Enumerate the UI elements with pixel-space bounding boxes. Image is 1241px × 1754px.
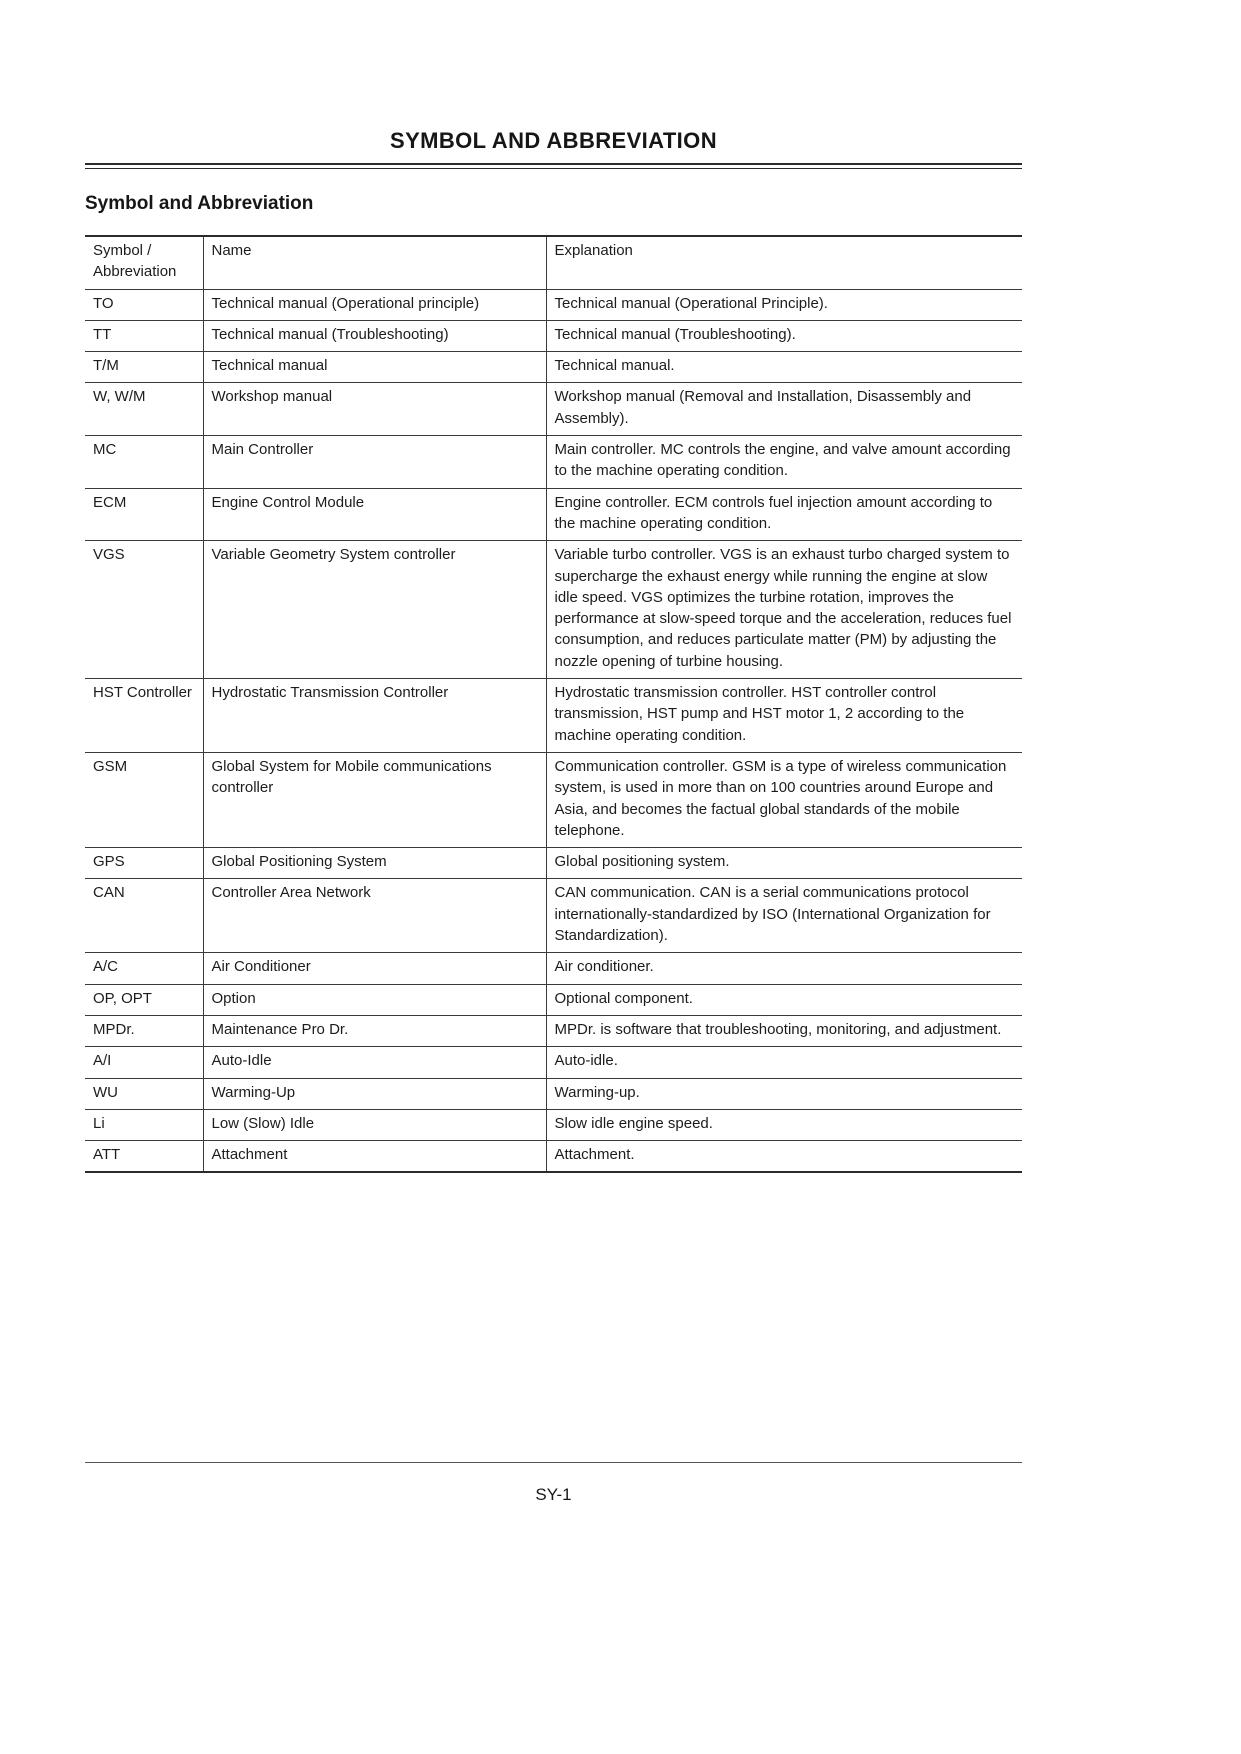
explanation-cell: Optional component. (546, 984, 1022, 1015)
symbol-cell: MPDr. (85, 1015, 203, 1046)
explanation-cell: CAN communication. CAN is a serial communications protocol internationally-standardized by ISO (International Organization for Standardization). (546, 879, 1022, 953)
page-header (85, 0, 1022, 169)
footer-divider (85, 1462, 1022, 1463)
table-row (85, 1015, 1022, 1046)
symbol-cell: A/I (85, 1047, 203, 1078)
abbreviation-table (85, 235, 1022, 1173)
symbol-cell: Li (85, 1109, 203, 1140)
header-explanation: Explanation (546, 236, 1022, 289)
explanation-cell: Technical manual. (546, 352, 1022, 383)
name-cell: Global System for Mobile communications controller (203, 752, 546, 847)
title-divider (85, 163, 1022, 169)
explanation-cell: Technical manual (Operational Principle). (546, 289, 1022, 320)
explanation-cell: Hydrostatic transmission controller. HST controller control transmission, HST pump and HST motor 1, 2 according to the machine operating condition. (546, 679, 1022, 753)
name-cell: Technical manual (Troubleshooting) (203, 320, 546, 351)
name-cell: Technical manual (203, 352, 546, 383)
name-cell: Variable Geometry System controller (203, 541, 546, 679)
name-cell: Global Positioning System (203, 848, 546, 879)
name-cell: Workshop manual (203, 383, 546, 436)
explanation-cell: Slow idle engine speed. (546, 1109, 1022, 1140)
symbol-cell: ECM (85, 488, 203, 541)
table-row (85, 289, 1022, 320)
name-cell: Low (Slow) Idle (203, 1109, 546, 1140)
explanation-cell: MPDr. is software that troubleshooting, monitoring, and adjustment. (546, 1015, 1022, 1046)
table-row (85, 383, 1022, 436)
symbol-cell: TO (85, 289, 203, 320)
abbreviation-table-body (85, 289, 1022, 1172)
name-cell: Controller Area Network (203, 879, 546, 953)
table-row (85, 1047, 1022, 1078)
symbol-cell: CAN (85, 879, 203, 953)
table-row (85, 1141, 1022, 1173)
name-cell: Option (203, 984, 546, 1015)
explanation-cell: Technical manual (Troubleshooting). (546, 320, 1022, 351)
table-row (85, 352, 1022, 383)
section-title: Symbol and Abbreviation (85, 193, 314, 214)
name-cell: Attachment (203, 1141, 546, 1173)
explanation-cell: Auto-idle. (546, 1047, 1022, 1078)
table-header-row (85, 236, 1022, 289)
header-symbol-abbreviation: Symbol / Abbreviation (85, 236, 203, 289)
symbol-cell: HST Controller (85, 679, 203, 753)
page-number: SY-1 (535, 1485, 572, 1504)
header-name: Name (203, 236, 546, 289)
name-cell: Maintenance Pro Dr. (203, 1015, 546, 1046)
symbol-cell: GSM (85, 752, 203, 847)
explanation-cell: Warming-up. (546, 1078, 1022, 1109)
table-row (85, 879, 1022, 953)
table-row (85, 488, 1022, 541)
table-row (85, 320, 1022, 351)
table-row (85, 436, 1022, 489)
table-row (85, 1078, 1022, 1109)
symbol-cell: VGS (85, 541, 203, 679)
symbol-cell: A/C (85, 953, 203, 984)
name-cell: Engine Control Module (203, 488, 546, 541)
document-page (85, 0, 1022, 1754)
name-cell: Technical manual (Operational principle) (203, 289, 546, 320)
table-row (85, 752, 1022, 847)
table-row (85, 984, 1022, 1015)
name-cell: Warming-Up (203, 1078, 546, 1109)
symbol-cell: W, W/M (85, 383, 203, 436)
table-row (85, 679, 1022, 753)
name-cell: Air Conditioner (203, 953, 546, 984)
explanation-cell: Engine controller. ECM controls fuel injection amount according to the machine operating condition. (546, 488, 1022, 541)
symbol-cell: GPS (85, 848, 203, 879)
explanation-cell: Global positioning system. (546, 848, 1022, 879)
explanation-cell: Variable turbo controller. VGS is an exhaust turbo charged system to supercharge the exhaust energy while running the engine at slow idle speed. VGS optimizes the turbine rotation, improves the performance at slow-speed torque and the acceleration, reduces fuel consumption, and reduces particulate matter (PM) by adjusting the nozzle opening of turbine housing. (546, 541, 1022, 679)
table-row (85, 1109, 1022, 1140)
name-cell: Main Controller (203, 436, 546, 489)
symbol-cell: TT (85, 320, 203, 351)
name-cell: Auto-Idle (203, 1047, 546, 1078)
table-row (85, 541, 1022, 679)
symbol-cell: WU (85, 1078, 203, 1109)
symbol-cell: OP, OPT (85, 984, 203, 1015)
explanation-cell: Air conditioner. (546, 953, 1022, 984)
symbol-cell: ATT (85, 1141, 203, 1173)
explanation-cell: Attachment. (546, 1141, 1022, 1173)
page-footer (85, 1462, 1022, 1505)
name-cell: Hydrostatic Transmission Controller (203, 679, 546, 753)
explanation-cell: Communication controller. GSM is a type of wireless communication system, is used in more than on 100 countries around Europe and Asia, and becomes the factual global standards of the mobile telephone. (546, 752, 1022, 847)
symbol-cell: MC (85, 436, 203, 489)
symbol-cell: T/M (85, 352, 203, 383)
page-title: SYMBOL AND ABBREVIATION (390, 128, 717, 153)
table-row (85, 848, 1022, 879)
explanation-cell: Workshop manual (Removal and Installation, Disassembly and Assembly). (546, 383, 1022, 436)
explanation-cell: Main controller. MC controls the engine, and valve amount according to the machine operating condition. (546, 436, 1022, 489)
table-row (85, 953, 1022, 984)
